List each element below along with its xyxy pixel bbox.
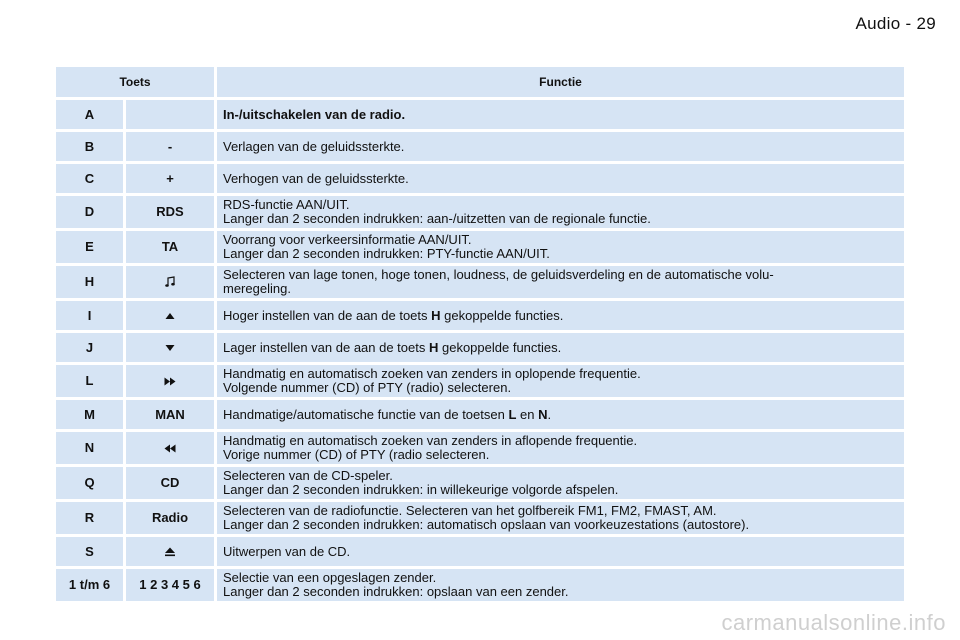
key-cell: M: [56, 400, 123, 429]
text-part: Lager instellen van de aan de toets: [223, 339, 429, 355]
function-cell: [217, 100, 904, 129]
key-cell: J: [56, 333, 123, 362]
key-cell: L: [56, 365, 123, 397]
function-line: Langer dan 2 seconden indrukken: aan-/uitzetten van de regionale functie.: [223, 211, 651, 226]
table-row: [56, 164, 904, 193]
table-row: [56, 132, 904, 161]
music-note-icon: [165, 276, 175, 288]
key-cell: I: [56, 301, 123, 330]
key-cell: B: [56, 132, 123, 161]
function-table: [56, 67, 904, 601]
text-part-bold: H: [431, 307, 441, 323]
table-row: [56, 537, 904, 566]
function-line: Selectie van een opgeslagen zender.: [223, 570, 437, 585]
function-line: [223, 408, 551, 422]
button-cell: TA: [126, 231, 214, 263]
function-cell: [217, 400, 904, 429]
function-line: meregeling.: [223, 281, 291, 296]
watermark: carmanualsonline.info: [721, 610, 946, 635]
function-cell: [217, 432, 904, 464]
function-line: In-/uitschakelen van de radio.: [223, 106, 406, 122]
button-cell: +: [126, 164, 214, 193]
table-row: [56, 100, 904, 129]
function-cell: [217, 502, 904, 534]
function-line: Verhogen van de geluidssterkte.: [223, 170, 409, 186]
text-part: gekoppelde functies.: [440, 307, 564, 323]
key-cell: C: [56, 164, 123, 193]
button-cell: [126, 100, 214, 129]
table-row: [56, 365, 904, 397]
table-row: [56, 266, 904, 298]
function-line: Langer dan 2 seconden indrukken: in willekeurige volgorde afspelen.: [223, 482, 619, 497]
text-part: en: [516, 406, 539, 422]
function-line: Langer dan 2 seconden indrukken: PTY-functie AAN/UIT.: [223, 246, 550, 261]
table-row: [56, 400, 904, 429]
button-cell: [126, 432, 214, 464]
function-cell: [217, 537, 904, 566]
function-line: Selecteren van de CD-speler.: [223, 468, 393, 483]
text-part: Handmatige/automatische functie van de toetsen: [223, 406, 509, 422]
key-cell: 1 t/m 6: [56, 569, 123, 601]
key-cell: Q: [56, 467, 123, 499]
text-part-bold: N: [538, 406, 548, 422]
text-part: .: [547, 406, 552, 422]
rewind-icon: [164, 444, 176, 453]
function-line: Langer dan 2 seconden indrukken: opslaan van een zender.: [223, 584, 569, 599]
table-header-row: [56, 67, 904, 97]
button-cell: Radio: [126, 502, 214, 534]
table-row: [56, 301, 904, 330]
key-cell: R: [56, 502, 123, 534]
arrow-down-icon: [165, 344, 175, 352]
page-header: Audio - 29: [855, 14, 936, 33]
button-cell: [126, 301, 214, 330]
function-line: Voorrang voor verkeersinformatie AAN/UIT.: [223, 232, 472, 247]
function-cell: [217, 231, 904, 263]
table-row: [56, 467, 904, 499]
table-row: [56, 231, 904, 263]
fast-forward-icon: [164, 377, 176, 386]
function-line: Vorige nummer (CD) of PTY (radio selecteren.: [223, 447, 490, 462]
function-line: Langer dan 2 seconden indrukken: automatisch opslaan van voorkeuzestations (autostore).: [223, 517, 750, 532]
function-line: [223, 341, 561, 355]
function-cell: [217, 365, 904, 397]
key-cell: H: [56, 266, 123, 298]
function-cell: [217, 301, 904, 330]
function-line: RDS-functie AAN/UIT.: [223, 197, 350, 212]
function-cell: [217, 196, 904, 228]
key-cell: S: [56, 537, 123, 566]
function-cell: [217, 266, 904, 298]
function-line: Selecteren van de radiofunctie. Selecteren van het golfbereik FM1, FM2, FMAST, AM.: [223, 503, 717, 518]
table-row: [56, 196, 904, 228]
button-cell: MAN: [126, 400, 214, 429]
arrow-up-icon: [165, 312, 175, 320]
function-line: Selecteren van lage tonen, hoge tonen, loudness, de geluidsverdeling en de automatische volu-: [223, 267, 774, 282]
button-cell: -: [126, 132, 214, 161]
function-line: Uitwerpen van de CD.: [223, 543, 351, 559]
button-cell: CD: [126, 467, 214, 499]
function-line: [223, 309, 563, 323]
key-cell: A: [56, 100, 123, 129]
text-part-bold: H: [428, 339, 439, 355]
button-cell: [126, 266, 214, 298]
button-cell: [126, 333, 214, 362]
text-part-bold: L: [508, 406, 517, 422]
function-line: Volgende nummer (CD) of PTY (radio) selecteren.: [223, 380, 512, 395]
function-line: Verlagen van de geluidssterkte.: [223, 138, 405, 154]
text-part: gekoppelde functies.: [438, 339, 562, 355]
header-key: Toets: [56, 67, 214, 97]
function-cell: [217, 132, 904, 161]
function-cell: [217, 164, 904, 193]
table-row: [56, 502, 904, 534]
function-cell: [217, 333, 904, 362]
function-line: Handmatig en automatisch zoeken van zenders in aflopende frequentie.: [223, 433, 638, 448]
function-line: Handmatig en automatisch zoeken van zenders in oplopende frequentie.: [223, 366, 641, 381]
button-cell: RDS: [126, 196, 214, 228]
key-cell: D: [56, 196, 123, 228]
button-cell: 1 2 3 4 5 6: [126, 569, 214, 601]
header-function: Functie: [217, 67, 904, 97]
eject-icon: [164, 547, 176, 557]
function-cell: [217, 467, 904, 499]
function-cell: [217, 569, 904, 601]
key-cell: N: [56, 432, 123, 464]
table-row: [56, 432, 904, 464]
button-cell: [126, 365, 214, 397]
button-cell: [126, 537, 214, 566]
table-row: [56, 569, 904, 601]
key-cell: E: [56, 231, 123, 263]
text-part: Hoger instellen van de aan de toets: [223, 307, 432, 323]
table-row: [56, 333, 904, 362]
